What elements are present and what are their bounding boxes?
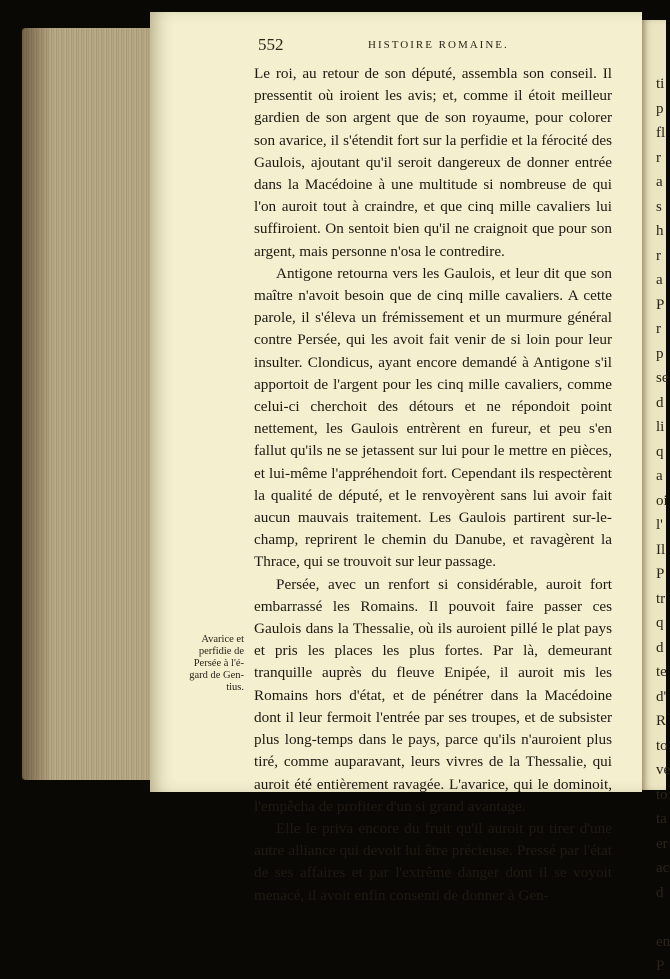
- next-page-fragment: to: [656, 786, 668, 803]
- next-page-fragment: d: [656, 394, 664, 411]
- next-page-fragment: r: [656, 247, 661, 264]
- next-page-fragment: [642, 905, 666, 930]
- paragraph-4: Elle le priva encore du fruit qu'il auroit pu tirer d'une autre alliance qui devoit lui être précieuse. Pressé par l'état de ses affaires et par l'extrême danger dont il se voyoit menacé, il avoit enfin consenti de donner à Gen-: [254, 819, 612, 904]
- margin-note: [160, 634, 244, 694]
- next-page-fragments: [642, 20, 670, 979]
- next-page-fragment: ti: [656, 76, 665, 92]
- next-page-fragment: ac: [656, 860, 670, 876]
- next-page-fragment: R: [656, 713, 667, 729]
- paragraph-1: Le roi, au retour de son député, assembla son conseil. Il pressentit où iroient les avis; et, comme il étoit meilleur gardien de son argent que de son royaume, pour colorer son avarice, il s'étendit fort sur la perfidie et la férocité des Gaulois, ajoutant qu'il seroit dangereux de donner entrée dans la Macédoine à une multitude si nombreuse de qui l'on auroit tout à craindre, et que cinq mille cavaliers lui suffiroient. On sentoit bien qu'il ne craignoit que pour son argent, mais personne n'osa le contredire.: [254, 65, 612, 260]
- next-page-fragment: P: [656, 958, 665, 974]
- next-page-fragment: er: [656, 835, 668, 852]
- margin-note-line: gard de Gen-: [189, 670, 244, 681]
- paragraph-2: Antigone retourna vers les Gaulois, et leur dit que son maître n'avoit besoin que de cinq mille cavaliers. A cette parole, il s'éleva un frémissement et un murmure général contre Persée, qui les avoit fait venir de si loin pour leur insulter. Clondicus, ayant encore demandé à Antigone s'il apportoit de l'argent pour les cinq mille cavaliers, comme celui-ci cherchoit des détours et ne répondoit point nettement, les Gaulois entrèrent en fureur, et peu s'en fallut qu'ils ne se jetassent sur lui pour le mettre en pièces, et lui-même l'appréhendoit fort. Cependant ils respectèrent la qualité de député, et le renvoyèrent sans lui avoir fait aucun mauvais traitement. Les Gaulois partirent sur-le-champ, reprirent le chemin du Danube, et ravagèrent la Thrace, qui se trouvoit sur leur passage.: [254, 264, 612, 571]
- next-page-fragment: ta: [656, 811, 667, 827]
- next-page-fragment: l': [656, 517, 663, 533]
- next-page-fragment: tr: [656, 590, 666, 607]
- next-page-fragment: li: [656, 419, 665, 435]
- next-page-fragment: en: [656, 933, 670, 950]
- next-page-fragment: a: [656, 174, 663, 190]
- next-page-fragment: p: [656, 345, 664, 362]
- next-page-fragment: r: [656, 149, 661, 166]
- next-page-fragment: d: [656, 884, 664, 901]
- next-page-fragment: se: [656, 370, 669, 386]
- next-page-fragment: oi: [656, 492, 668, 509]
- next-page-fragment: P: [656, 566, 665, 582]
- next-page-fragment: te: [656, 664, 667, 680]
- next-page-edge: [642, 20, 670, 974]
- next-page-fragment: h: [656, 223, 664, 239]
- next-page-fragment: d: [656, 639, 664, 656]
- next-page-fragment: P: [656, 296, 665, 313]
- next-page-fragment: to: [656, 737, 668, 754]
- next-page-fragment: Il: [656, 541, 666, 558]
- running-title: HISTOIRE ROMAINE.: [368, 39, 509, 51]
- next-page-fragment: p: [656, 100, 664, 117]
- next-page-fragment: fl: [656, 125, 666, 141]
- next-page-fragment: ve: [656, 762, 670, 778]
- next-page-fragment: a: [656, 468, 663, 484]
- margin-note-line: perfidie de: [198, 646, 244, 657]
- next-page-fragment: d': [656, 688, 667, 705]
- next-page-fragment: s: [656, 198, 662, 215]
- body-text: [254, 63, 612, 907]
- margin-note-line: tius.: [226, 682, 244, 693]
- book-edge-shadow: [22, 28, 52, 780]
- next-page-fragment: a: [656, 272, 663, 288]
- margin-note-line: Avarice et: [201, 634, 244, 645]
- margin-note-line: Persée à l'é-: [193, 658, 244, 669]
- next-page-fragment: q: [656, 443, 664, 460]
- next-page-fragment: r: [656, 321, 661, 337]
- page-number: 552: [258, 35, 284, 54]
- page-header: [258, 35, 612, 59]
- next-page-fragment: q: [656, 615, 664, 631]
- paragraph-3: Persée, avec un renfort si considérable, auroit fort embarrassé les Romains. Il pouvoit faire passer ces Gaulois dans la Thessalie, où ils auroient pillé le plat pays et pris les places les plus fortes. Par là, demeurant tranquille auprès du fleuve Enipée, il auroit mis les Romains hors d'état, et de pénétrer dans la Macédoine dont il leur fermoit l'entrée par ses troupes, et de subsister plus long-temps dans le pays, parce qu'ils n'auroient plus tiré, comme auparavant, leurs vivres de la Thessalie, qui auroit été entièrement ravagée. L'avarice, qui le dominoit, l'empêcha de profiter d'un si grand avantage.: [254, 575, 612, 815]
